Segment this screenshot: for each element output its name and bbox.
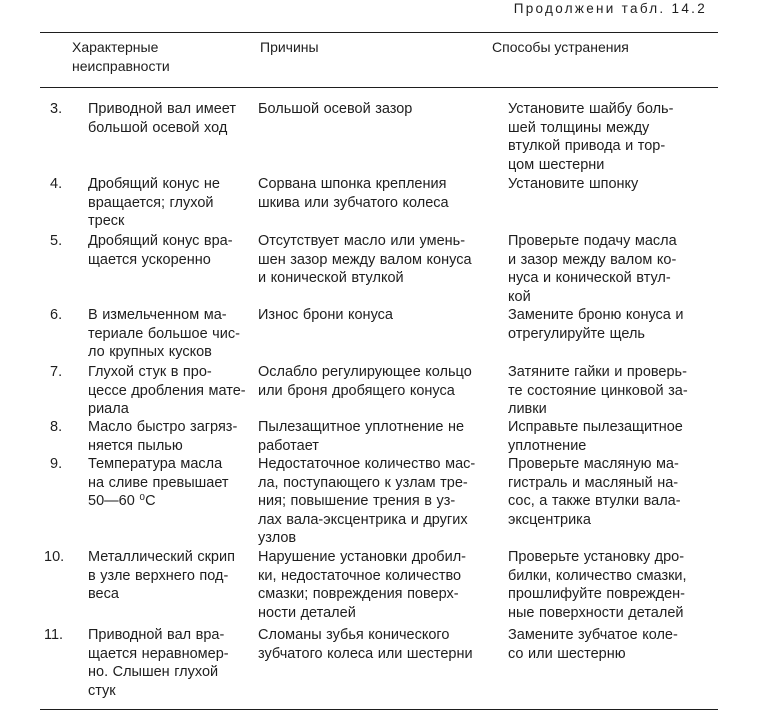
row-remedy: Замените зубчатое коле- со или шестерню: [508, 627, 678, 662]
row-remedy: Проверьте подачу масла и зазор между валом ко- нуса и конической втул- кой: [508, 233, 677, 305]
row-remedy: Исправьте пылезащитное уплотнение: [508, 419, 683, 454]
row-number: 7.: [50, 364, 63, 380]
row-cause: Большой осевой зазор: [258, 101, 413, 117]
row-remedy: Замените броню конуса и отрегулируйте щель: [508, 307, 684, 342]
table-bottom-rule: [40, 709, 718, 710]
row-remedy: Проверьте установку дро- билки, количество смазки, прошлифуйте поврежден- ные поверхности деталей: [508, 549, 687, 621]
row-number: 5.: [50, 233, 63, 249]
row-fault: Температура масла на сливе превышает 50—60 ⁰С: [88, 456, 229, 509]
column-header-faults: Характерные неисправности: [72, 39, 170, 74]
row-fault: Дробящий конус не вращается; глухой треск: [88, 176, 220, 229]
row-remedy: Установите шайбу боль- шей толщины между втулкой привода и тор- цом шестерни: [508, 101, 674, 173]
row-number: 8.: [50, 419, 63, 435]
row-number: 3.: [50, 101, 63, 117]
row-cause: Пылезащитное уплотнение не работает: [258, 419, 465, 454]
row-cause: Сломаны зубья конического зубчатого колеса или шестерни: [258, 627, 473, 662]
row-number: 11.: [44, 627, 64, 643]
row-fault: Металлический скрип в узле верхнего под- веса: [88, 549, 235, 602]
row-remedy: Установите шпонку: [508, 176, 639, 192]
row-number: 4.: [50, 176, 63, 192]
row-fault: Дробящий конус вра- щается ускоренно: [88, 233, 233, 268]
column-header-causes: Причины: [260, 39, 319, 55]
row-cause: Нарушение установки дробил- ки, недостаточное количество смазки; повреждения поверх- ности деталей: [258, 549, 466, 621]
row-remedy: Затяните гайки и проверь- те состояние цинковой за- ливки: [508, 364, 688, 417]
row-remedy: Проверьте масляную ма- гистраль и масляный на- сос, а также втулки вала- эксцентрика: [508, 456, 681, 528]
row-cause: Сорвана шпонка крепления шкива или зубчатого колеса: [258, 176, 449, 211]
row-cause: Износ брони конуса: [258, 307, 393, 323]
column-header-remedies: Способы устранения: [492, 39, 629, 55]
row-fault: Приводной вал вра- щается неравномер- но. Слышен глухой стук: [88, 627, 229, 699]
row-fault: Глухой стук в про- цессе дробления мате- риала: [88, 364, 246, 417]
row-number: 9.: [50, 456, 63, 472]
row-cause: Отсутствует масло или умень- шен зазор между валом конуса и конической втулкой: [258, 233, 472, 286]
row-cause: Ослабло регулирующее кольцо или броня дробящего конуса: [258, 364, 472, 399]
row-cause: Недостаточное количество мас- ла, поступающего к узлам тре- ния; повышение трения в уз- лах вала-эксцентрика и других узлов: [258, 456, 476, 546]
row-number: 6.: [50, 307, 63, 323]
row-number: 10.: [44, 549, 65, 565]
row-fault: Масло быстро загряз- няется пылью: [88, 419, 238, 454]
row-fault: В измельченном ма- териале большое чис- ло крупных кусков: [88, 307, 240, 360]
table-continuation-caption: Продолжени табл. 14.2: [513, 1, 707, 16]
row-fault: Приводной вал имеет большой осевой ход: [88, 101, 236, 136]
